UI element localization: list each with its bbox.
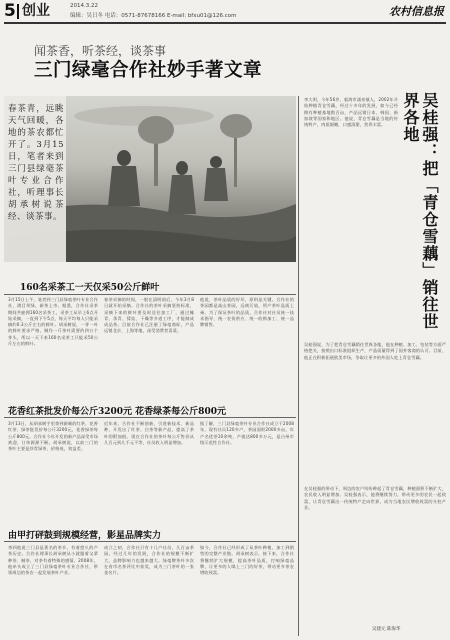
body-column-2: 春茶采摘的时间，一般在清明前后，今年3月8日就开始采摘。合作社的茶叶采摘坚持标准，采摘下来的鲜叶要及时送往加工厂，通过摊青、杀青、揉捻、干燥等多道工序，才能制成成品茶。目前合作社已注册了绿毫商标，产品远销北京、上海等地，深受消费者喜爱。 (104, 297, 194, 334)
body-column-5: 近年来，合作社不断创新，引进新技术、新品种，开发出了红茶、白茶等新产品，提高了茶叶的附加值。现在合作社的茶叶每公斤售价从几百元到几千元不等，社员收入明显增加。 (104, 421, 194, 445)
article-kicker: 闻茶香，听茶经，谈茶事 (34, 44, 167, 58)
body-column-8: 成立之初，合作社只有十几户社员，几百亩茶园。经过几年的发展，合作社的规模不断扩大，品牌影响力也越来越大。绿毫牌茶叶多次在省市名茶评比中获奖，成为三门茶叶的一张金名片。 (104, 545, 194, 576)
sidebar-headline-text: 吴桂强：把「青仓雪藕」销往世界各地 (401, 92, 439, 330)
page-header (4, 2, 446, 24)
body-column-3: 他说，茶叶品质的好坏，原料是关键。合作社的茶园都是高山茶园，远离污染，所产茶叶品质上乘。为了保证茶叶的品质，合作社对社员统一技术指导、统一农资供应、统一收购加工、统一品牌销售。 (200, 297, 294, 328)
subhead-3: 由甲打砰鼓到规模经营，影星品牌实力 (8, 531, 162, 541)
editor-contacts: 编辑：吴日冬 电话：0571-87678166 E-mail: bfxu01@126.com (70, 13, 237, 19)
body-column-4: 3月13日，从胡承树手里拿到新制的红茶，花香红茶、绿茶批发价每公斤3200元，花香绿茶每公斤800元。合作社今年开发的新产品深受市场欢迎，订单源源不断。胡承树说，以前三门的茶叶主要是炒青绿茶，价格低，效益差。 (8, 421, 98, 452)
subhead-2: 花香红茶批发价每公斤3200元 花香绿茶每公斤800元 (8, 407, 226, 417)
subhead-1: 160名采茶工一天仅采50公斤鲜叶 (20, 283, 160, 293)
body-column-1: 3月15日上午，笔者到三门县绿毫茶叶专业合作社，满目翠绿，新茶上市。据悉，合作社采茶期间共雇佣160名采茶工，采茶工从早上6点开始采摘，一直到下午5点，每天平均每人只能采摘约0.3公斤左右的鲜叶。胡承树说，一芽一叶的鲜叶要求严格，制作一斤茶叶需要约四万个芽头，所以一天下来160名采茶工只能采50公斤左右的鲜叶。 (8, 297, 98, 347)
article-headline: 三门绿毫合作社妙手著文章 (34, 60, 263, 81)
page-number: 5 (4, 1, 16, 21)
header-divider (17, 4, 19, 19)
sidebar-column-2: 吴桂强说，为了把青仓雪藕销往世界各地，他在种植、加工、包装等方面严格把关，按照出口标准组织生产，产品质量得到了国外客商的认可。目前，他正在积极拓展欧美市场，争取让更多的外国人吃上青仓雪藕。 (304, 342, 446, 360)
photo-caption: 春茶青，远眺天气回暖，各地的茶农都忙开了。3月15日，笔者来到三门县绿毫茶叶专业合作社，听理事长胡承树说茶经、谈茶事。 (8, 104, 64, 222)
divider (4, 294, 296, 295)
body-column-6: 据了解，三门县绿毫茶叶专业合作社成立于2008年，现有社员120多户，茶园面积2000多亩，年产名优茶10余吨，产值达800多万元，是台州市级示范性合作社。 (200, 421, 294, 445)
body-column-7: 李四他说三门县是著名的茶乡，有着悠久的产茶历史。合作社理事长胡承树从小就跟着父辈种茶、制茶，对茶有着特殊的感情。2008年，他牵头成立了三门县绿毫茶叶专业合作社，带领周边的茶农一起发展茶叶产业。 (8, 545, 98, 576)
newspaper-name: 农村信息报 (389, 5, 444, 18)
section-title: 创业 (22, 3, 50, 19)
sidebar-column-1: 李大明，今年56岁，临海市涌泉镇人，2002年开始种植青仓雪藕，经过十多年的发展，如今已经拥有种植基地数百亩，产品远销日本、韩国、新加坡等国家和地区。他说，青仓雪藕是当地的传统特产，肉质细嫩，口感清甜，营养丰富。 (304, 97, 398, 128)
body-column-9: 如今，合作社已经形成了从茶叶种植、加工到销售的完整产业链。胡承树表示，接下来，合作社将继续扩大规模，提高茶叶品质，打响绿毫品牌，让更多的人喝上三门的好茶，带动更多茶农增收致富。 (200, 545, 294, 576)
sidebar-vertical-headline (401, 92, 447, 332)
column-divider (298, 96, 299, 636)
sidebar-column-3: 在吴桂强的带动下，周边的农户纷纷种起了青仓雪藕，种植面积不断扩大，农民收入明显增加。吴桂强表示，他将继续努力，带动更多的农民一起致富，让青仓雪藕这一传统特产走向世界，成为当地农民增收致富的支柱产业。 (304, 486, 446, 510)
issue-date: 2014.3.22 (70, 3, 98, 9)
byline: 吴建元 陈海华 (372, 627, 401, 632)
